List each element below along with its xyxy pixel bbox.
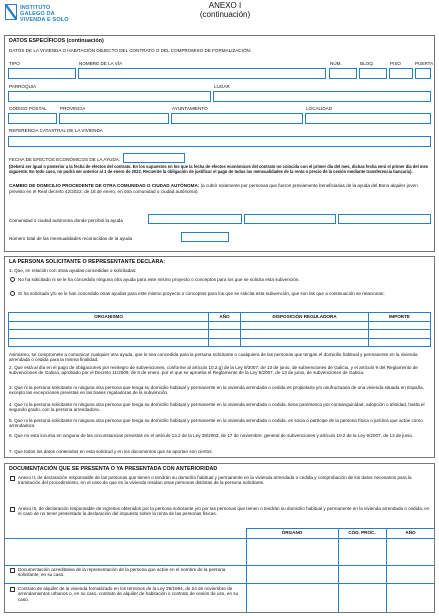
nombre-via-label: NOMBRE DE LA VÍA: [79, 61, 123, 66]
ayuntamiento-field[interactable]: [171, 113, 303, 124]
otras-ayudas-table: [8, 312, 431, 347]
doc-anexo-iii-checkbox[interactable]: [10, 507, 15, 512]
radio-si-ayudas[interactable]: [10, 291, 15, 296]
doc-table-hline-row2: [4, 583, 435, 584]
comunidad-label: Comunidad o ciudad autónoma donde percibió la ayuda: [9, 218, 123, 223]
puerta-field[interactable]: [415, 68, 431, 79]
documentacion-title: DOCUMENTACIÓN QUE SE PRESENTA O YA PRESENTADA CON ANTERIORIDAD: [9, 466, 218, 472]
radio-no-ayudas[interactable]: [10, 277, 15, 282]
section-title: DATOS ESPECÍFICOS (continuación): [9, 38, 104, 44]
doc-table-vline-3: [386, 528, 387, 613]
localidad-field[interactable]: [305, 113, 431, 124]
igvs-logo: [5, 4, 75, 28]
piso-label: PISO: [390, 61, 401, 66]
referencia-catastral-field[interactable]: [8, 136, 431, 147]
asimismo-text: Asimismo, se compromete a comunicar cualquier otra ayuda, que le sea concedida para la persona solicitante o cualquiera de las personas que tengan el domicilio habitual y permanente en la vivienda arrendada o cedida para la misma finalidad.: [9, 352, 418, 363]
comunidad-field-1[interactable]: [148, 214, 242, 224]
doc-contrato-checkbox[interactable]: [10, 587, 15, 592]
col-importe: IMPORTE: [369, 313, 431, 322]
col-disposicion: DISPOSICIÓN REGULADORA: [241, 313, 369, 322]
col-ano-doc: AÑO: [405, 530, 416, 535]
lugar-field[interactable]: [213, 91, 431, 102]
logo-line1: INSTITUTO: [20, 5, 51, 11]
logo-line3: VIVENDA E SOLO: [20, 17, 69, 23]
doc-contrato-text: Contrato de alquiler de la vivienda formalizado en los términos de la Ley 29/1994, de 24 de noviembre de arrendamientos urbanos o, en su caso, contrato de alquiler de habitación o contrato de cesión de uso, en su caso.: [18, 586, 239, 602]
comunidad-field-2[interactable]: [244, 214, 336, 224]
declaration-item-7: 7. Que todos los datos contenidos en esta solicitud y en los documentos que se aportan son ciertos.: [9, 449, 213, 454]
table-row[interactable]: [9, 321, 431, 330]
col-organo: ÓRGANO: [281, 530, 303, 535]
provincia-label: PROVINCIA: [60, 106, 86, 111]
piso-field[interactable]: [389, 68, 413, 79]
logo-text: [20, 4, 69, 28]
doc-table-hline-top: [246, 528, 435, 529]
tipo-field[interactable]: [8, 68, 76, 79]
fecha-note: (Deberá ser igual o posterior a la fecha de efectos del contrato. En los supuestos en los que la fecha de efectos económicos del contrato no coincida con el primer día del mes, dichas fecha será el primer día del mes siguiente. En todo caso, no podrá ser anterior al 1 de enero de 2022. Recuerde la obligación de justificar el pago de todas las mensualidades de la renta o precio de la cesión mediante transferencia bancaria).: [9, 164, 429, 174]
parroquia-label: PARROQUIA: [9, 84, 37, 89]
section-subtitle: DATOS DE LA VIVIENDA O HABITACIÓN OBJECTO DEL CONTRATO O DEL COMPROMISO DE FORMALIZACIÓN:: [9, 48, 252, 53]
declaracion-title: LA PERSONA SOLICITANTE O REPRESENTANTE DECLARA:: [9, 259, 166, 265]
option-no-ayudas: No ha solicitado ni se le ha concedido ninguna otra ayuda para este mismo proyecto o conceptos para los que se solicita esta subvención.: [18, 277, 300, 282]
col-organismo: ORGANISMO: [9, 313, 209, 322]
numero-total-field[interactable]: [181, 232, 229, 242]
page-title: [190, 2, 260, 19]
nombre-via-field[interactable]: [78, 68, 326, 79]
fecha-efectos-field[interactable]: [123, 153, 185, 163]
option-si-ayudas: Sí ha solicitado y/o se le han concedido otras ayudas para este mismo proyecto o conceptos para los que se solicita esta subvención, que son las que a continuación se relacionan:: [18, 291, 385, 296]
table-row[interactable]: [9, 330, 431, 339]
table-row[interactable]: [9, 338, 431, 347]
question-1: 1. Que, en relación con otras ayudas concedidas o solicitadas:: [9, 268, 137, 273]
logo-line2: GALEGO DA: [20, 11, 55, 17]
parroquia-field[interactable]: [8, 91, 211, 102]
cp-field[interactable]: [8, 113, 57, 124]
doc-representacion-checkbox[interactable]: [10, 568, 15, 573]
puerta-label: PUERTA: [415, 61, 434, 66]
fecha-label: FECHA DE EFECTOS ECONÓMICOS DE LA AYUDA:: [9, 157, 121, 162]
num-label: NÚM.: [330, 61, 342, 66]
tipo-label: TIPO: [9, 61, 20, 66]
col-ano: AÑO: [209, 313, 241, 322]
table-header-row: [9, 313, 431, 322]
doc-table-vline-2: [338, 528, 339, 613]
doc-table-hline-row1: [4, 565, 435, 566]
cp-label: CÓDIGO POSTAL: [9, 106, 47, 111]
comunidad-field-3[interactable]: [338, 214, 431, 224]
lugar-label: LUGAR: [214, 84, 230, 89]
doc-table-vline-1: [246, 528, 247, 613]
declaration-item-4: 4. Que ni la persona solicitante ni ninguna otra persona que tenga su domicilio habitual y permanente en la vivienda arrendada o cedida, tiene parentesco por consanguinidad, adopción o afinidad, hasta el segundo grado, con la persona arrendadora.: [9, 402, 425, 413]
col-cod-proc: CÓD. PROC.: [348, 530, 376, 535]
cambio-title: CAMBIO DE DOMICILIO PROCEDENTE DE OTRA COMUNIDAD O CIUDAD AUTÓNOMA:: [9, 183, 200, 188]
doc-table-hline-header: [4, 538, 435, 539]
doc-representacion-text: Documentación acreditativa de la representación de la persona que actúe en el nombre de la persona solicitante, en su caso.: [18, 567, 226, 578]
declaration-item-2: 2. Que está al día en el pago de obligaciones por reintegro de subvenciones, conforme al artículo 10.2.g) de la Ley 9/2007, de 13 de junio, de subvenciones de Galicia, y el artículo 9 del Reglamento de subvenciones de Galicia, aprobado por el Decreto 11/2009, de 8 de enero, por el que se aprueba el Reglamento de la Ley 9/2007, de 13 de junio, de subvenciones de Galicia.: [9, 365, 418, 376]
doc-anexo-iii-text: Anexo III, de declaración responsable de ingresos obtenidos por la persona solicitante y/o por las personas que tienen o tendrán su domicilio habitual y permanente en la vivienda arrendada o cedida, en el caso de no tener presentado la declaración del impuesto sobre la renta de las personas físicas.: [18, 506, 430, 517]
galicia-emblem-icon: [5, 4, 17, 20]
doc-anexo-ii-checkbox[interactable]: [10, 476, 15, 481]
num-field[interactable]: [329, 68, 357, 79]
annex-subtitle: (continuación): [199, 9, 251, 19]
localidad-label: LOCALIDAD: [306, 106, 333, 111]
declaration-item-6: 6. Que no está incursa en ninguna de las circunstancias previstas en el artículo 13.2 de la Ley 38/2003, de 17 de noviembre, general de subvenciones y artículo 10.2 de la Ley 9/2007, de 13 de junio.: [9, 433, 414, 438]
bloq-field[interactable]: [359, 68, 387, 79]
numero-total-label: Número total de las mensualidades reconocidas de la ayuda: [9, 236, 133, 241]
referencia-label: REFERENCIA CATASTRAL DE LA VIVIENDA: [9, 128, 103, 133]
declaration-item-3: 3. Que ni la persona solicitante ni ninguna otra persona que tenga su domicilio habitual y permanente en la vivienda arrendada o cedida es propietaria y/o usufructuaria de una vivienda situada en España, excepto las excepciones previstas en las bases reguladoras de la subvención.: [9, 385, 424, 396]
declaration-item-5: 5. Que ni la persona solicitante ni ninguna otra persona que tenga su domicilio habitual y permanente en la vivienda arrendada o cedida, es socia o partícipe de la persona física o jurídica que actúe como arrendadora.: [9, 418, 423, 429]
provincia-field[interactable]: [59, 113, 169, 124]
annex-title: ANEXO I: [208, 1, 242, 10]
cambio-text: (a cubrir solamente por personas que fueron previamente beneficiarias de la ayuda del Bono alquiler joven previsto en el Real decreto 42/2022, de 18 de enero, en otra comunidad o ciudad autónoma).: [9, 183, 418, 194]
cambio-domicilio-text: [9, 183, 429, 195]
bloq-label: BLOQ.: [360, 61, 375, 66]
ayuntamiento-label: AYUNTAMIENTO: [172, 106, 208, 111]
doc-anexo-ii-text: Anexo II, de declaración responsable de las personas que tienen o tendrán su domicilio habitual y permanente en la vivienda arrendada o cedida y comprobación de los datos necesarios para la tramitación del procedimiento, en el caso de que en la vivienda residan otras personas distintas de la persona solicitante.: [18, 475, 412, 486]
